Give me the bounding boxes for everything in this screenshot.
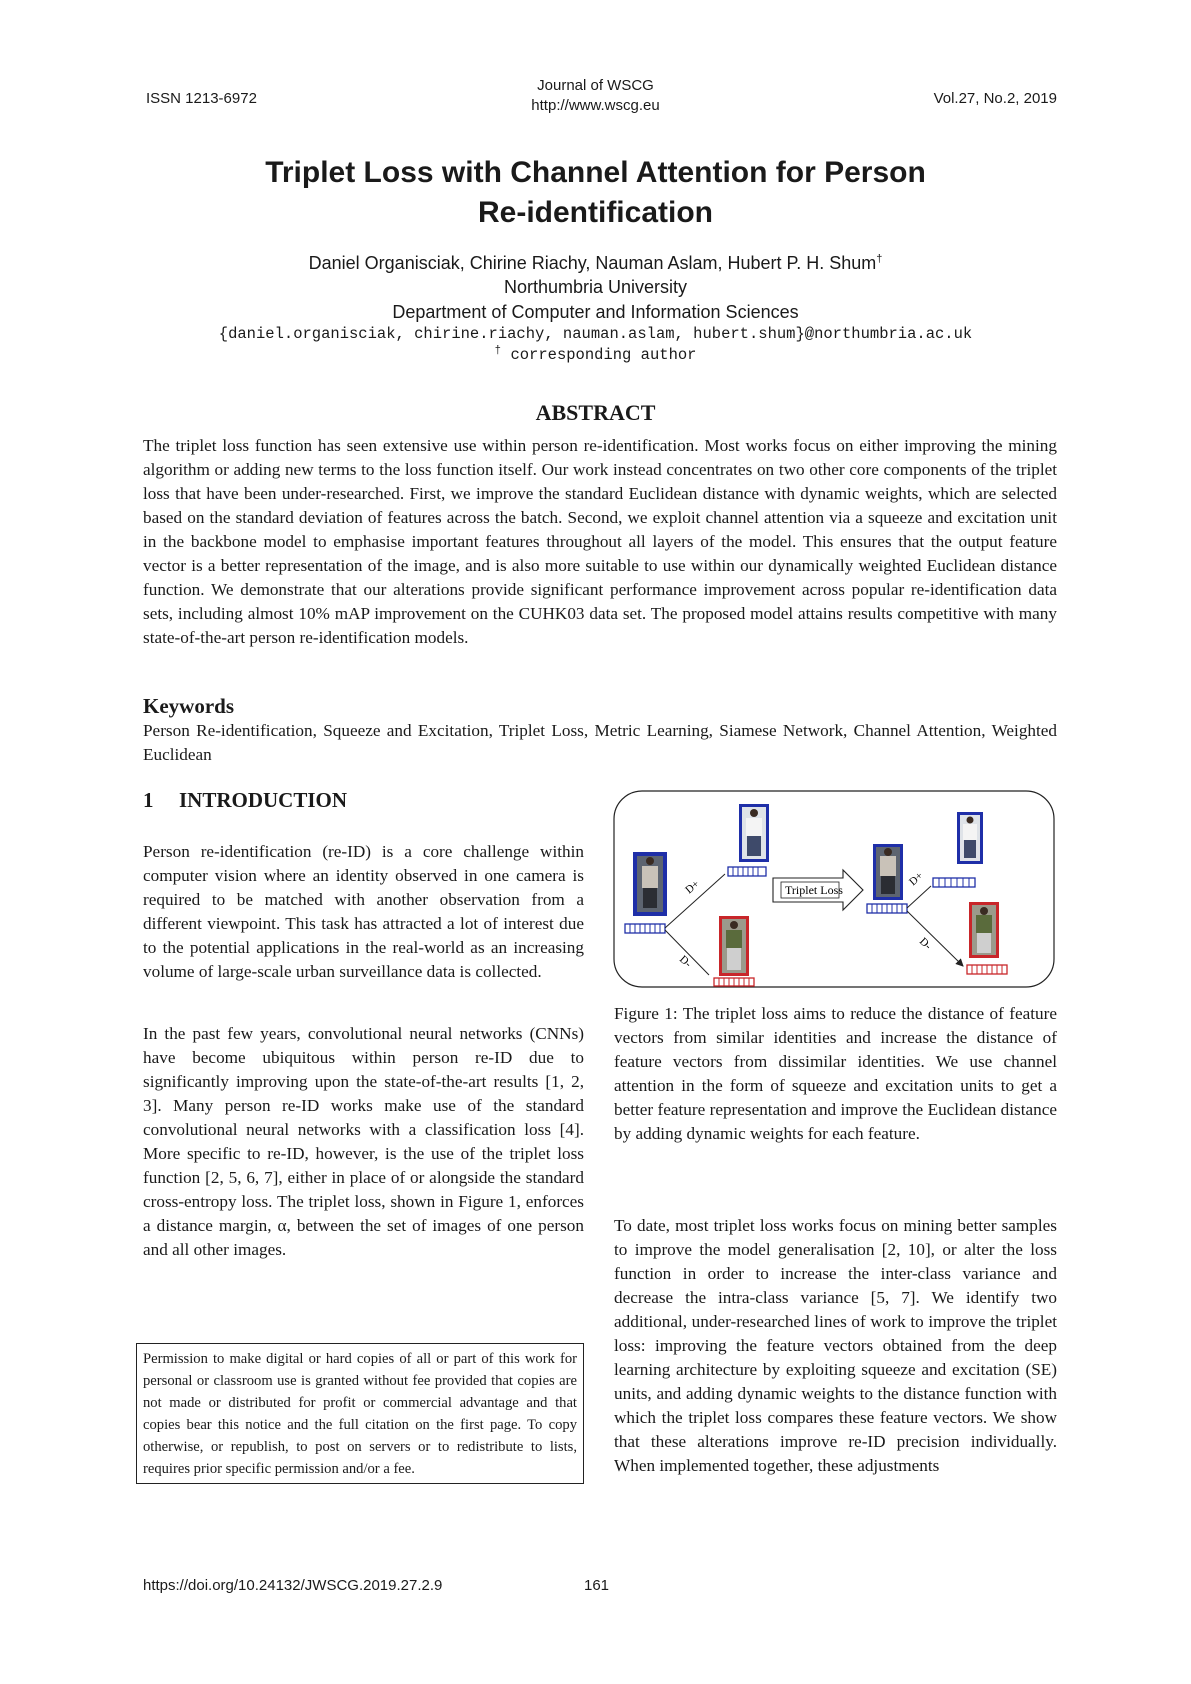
university: Northumbria University: [503, 277, 688, 297]
positive-image-left: [739, 804, 769, 862]
negative-vector-left: [714, 978, 754, 986]
figure-1-diagram: [613, 790, 1055, 988]
triplet-loss-arrow: [773, 870, 863, 910]
abstract-heading: ABSTRACT: [535, 400, 656, 425]
doi-link[interactable]: https://doi.org/10.24132/JWSCG.2019.27.2.9: [143, 1577, 443, 1594]
d-pos-label-right: D+: [906, 869, 926, 889]
keywords-text: Person Re-identification, Squeeze and Excitation, Triplet Loss, Metric Learning, Siamese Network, Channel Attention, Weighted Euclidean: [143, 721, 1057, 764]
keywords-heading: Keywords: [143, 694, 234, 718]
anchor-image-left: [633, 852, 667, 916]
section-number: 1: [143, 788, 154, 812]
anchor-image-right: [873, 844, 903, 900]
title-line-1: Triplet Loss with Channel Attention for Person: [265, 156, 926, 189]
issn: ISSN 1213-6972: [146, 90, 257, 107]
d-pos-label-left: D+: [683, 878, 702, 897]
section-title: INTRODUCTION: [179, 788, 348, 812]
triplet-loss-label: Triplet Loss: [785, 883, 843, 897]
author-emails[interactable]: {daniel.organisciak, chirine.riachy, nauman.aslam, hubert.shum}@northumbria.ac.uk: [218, 325, 973, 343]
authors: [0, 253, 1191, 274]
corresponding-mark: †: [494, 345, 502, 357]
d-neg-label-right: D-: [916, 935, 934, 953]
page-number: 161: [584, 1577, 610, 1594]
authors-text: Daniel Organisciak, Chirine Riachy, Nauman Aslam, Hubert P. H. Shum: [308, 253, 877, 273]
intro-paragraph-3: To date, most triplet loss works focus on mining better samples to improve the model generalisation [2, 10], or alter the loss function in order to increase the inter-class variance and decrease the intra-class variance [5, 7]. We identify two additional, under-researched lines of work to improve the triplet loss: improving the feature vectors obtained from the deep learning architecture by exploiting squeeze and excitation (SE) units, and adding dynamic weights to the distance function with which the triplet loss compares these feature vectors. We show that these alterations improve re-ID precision individually. When implemented together, these adjustments: [614, 1216, 1057, 1475]
department: Department of Computer and Information Sciences: [392, 302, 799, 322]
negative-image-right: [969, 902, 999, 958]
section-heading: [143, 788, 347, 813]
volume: Vol.27, No.2, 2019: [933, 90, 1057, 107]
positive-vector-right: [933, 878, 975, 887]
journal-name: Journal of WSCG: [537, 77, 654, 94]
anchor-vector-right: [867, 904, 907, 913]
corresponding-note: [0, 345, 1191, 364]
intro-paragraph-2: In the past few years, convolutional neural networks (CNNs) have become ubiquitous within person re-ID due to significantly improving upon the state-of-the-art results [1, 2, 3]. Many person re-ID works make use of the standard convolutional neural networks with a classification loss [4]. More specific to re-ID, however, is the use of the triplet loss function [2, 5, 6, 7], either in place of or alongside the standard cross-entropy loss. The triplet loss, shown in Figure 1, enforces a distance margin, α, between the set of images of one person and all other images.: [143, 1024, 584, 1259]
title-line-2: Re-identification: [477, 196, 713, 229]
author-mark: †: [876, 253, 883, 265]
d-neg-line-right: [907, 911, 963, 966]
negative-image-left: [719, 916, 749, 976]
corresponding-text: corresponding author: [510, 346, 697, 365]
d-neg-label-left: D-: [676, 953, 694, 970]
negative-vector-right: [967, 965, 1007, 974]
d-pos-line-right: [907, 886, 931, 908]
positive-image-right: [957, 812, 983, 864]
paper-title: [0, 153, 1191, 233]
anchor-vector-left: [625, 924, 665, 933]
journal-url[interactable]: http://www.wscg.eu: [531, 97, 660, 114]
positive-vector-left: [728, 867, 766, 876]
abstract-text: The triplet loss function has seen extensive use within person re-identification. Most works focus on either improving the mining algorithm or adding new terms to the loss function itself. Our work instead concentrates on two other core components of the triplet loss that have been under-researched. First, we improve the standard Euclidean distance with dynamic weights, which are selected based on the standard deviation of features across the batch. Second, we exploit channel attention via a squeeze and excitation unit in the backbone model to emphasise important features throughout all layers of the model. This ensures that the output feature vector is a better representation of the image, and is also more suitable to use within our dynamically weighted Euclidean distance function. We demonstrate that our alterations provide significant performance improvement across popular re-identification data sets, including almost 10% mAP improvement on the CUHK03 data set. The proposed model attains results competitive with many state-of-the-art person re-identification models.: [143, 436, 1057, 647]
permission-notice: Permission to make digital or hard copies of all or part of this work for personal or classroom use is granted without fee provided that copies are not made or distributed for profit or commercial advantage and that copies bear this notice and the full citation on the first page. To copy otherwise, or republish, to post on servers or to redistribute to lists, requires prior specific permission and/or a fee.: [136, 1343, 584, 1484]
intro-paragraph-1: Person re-identification (re-ID) is a core challenge within computer vision where an identity observed in one camera is required to be matched with another observation from a different viewpoint. This task has attracted a lot of interest due to the potential applications in the real-world as an increasing volume of large-scale urban surveillance data is collected.: [143, 842, 584, 981]
figure-1-caption: Figure 1: The triplet loss aims to reduce the distance of feature vectors from similar identities and increase the distance of feature vectors from dissimilar identities. We use channel attention in the form of squeeze and excitation units to get a better feature representation and improve the Euclidean distance by adding dynamic weights for each feature.: [614, 1004, 1057, 1143]
